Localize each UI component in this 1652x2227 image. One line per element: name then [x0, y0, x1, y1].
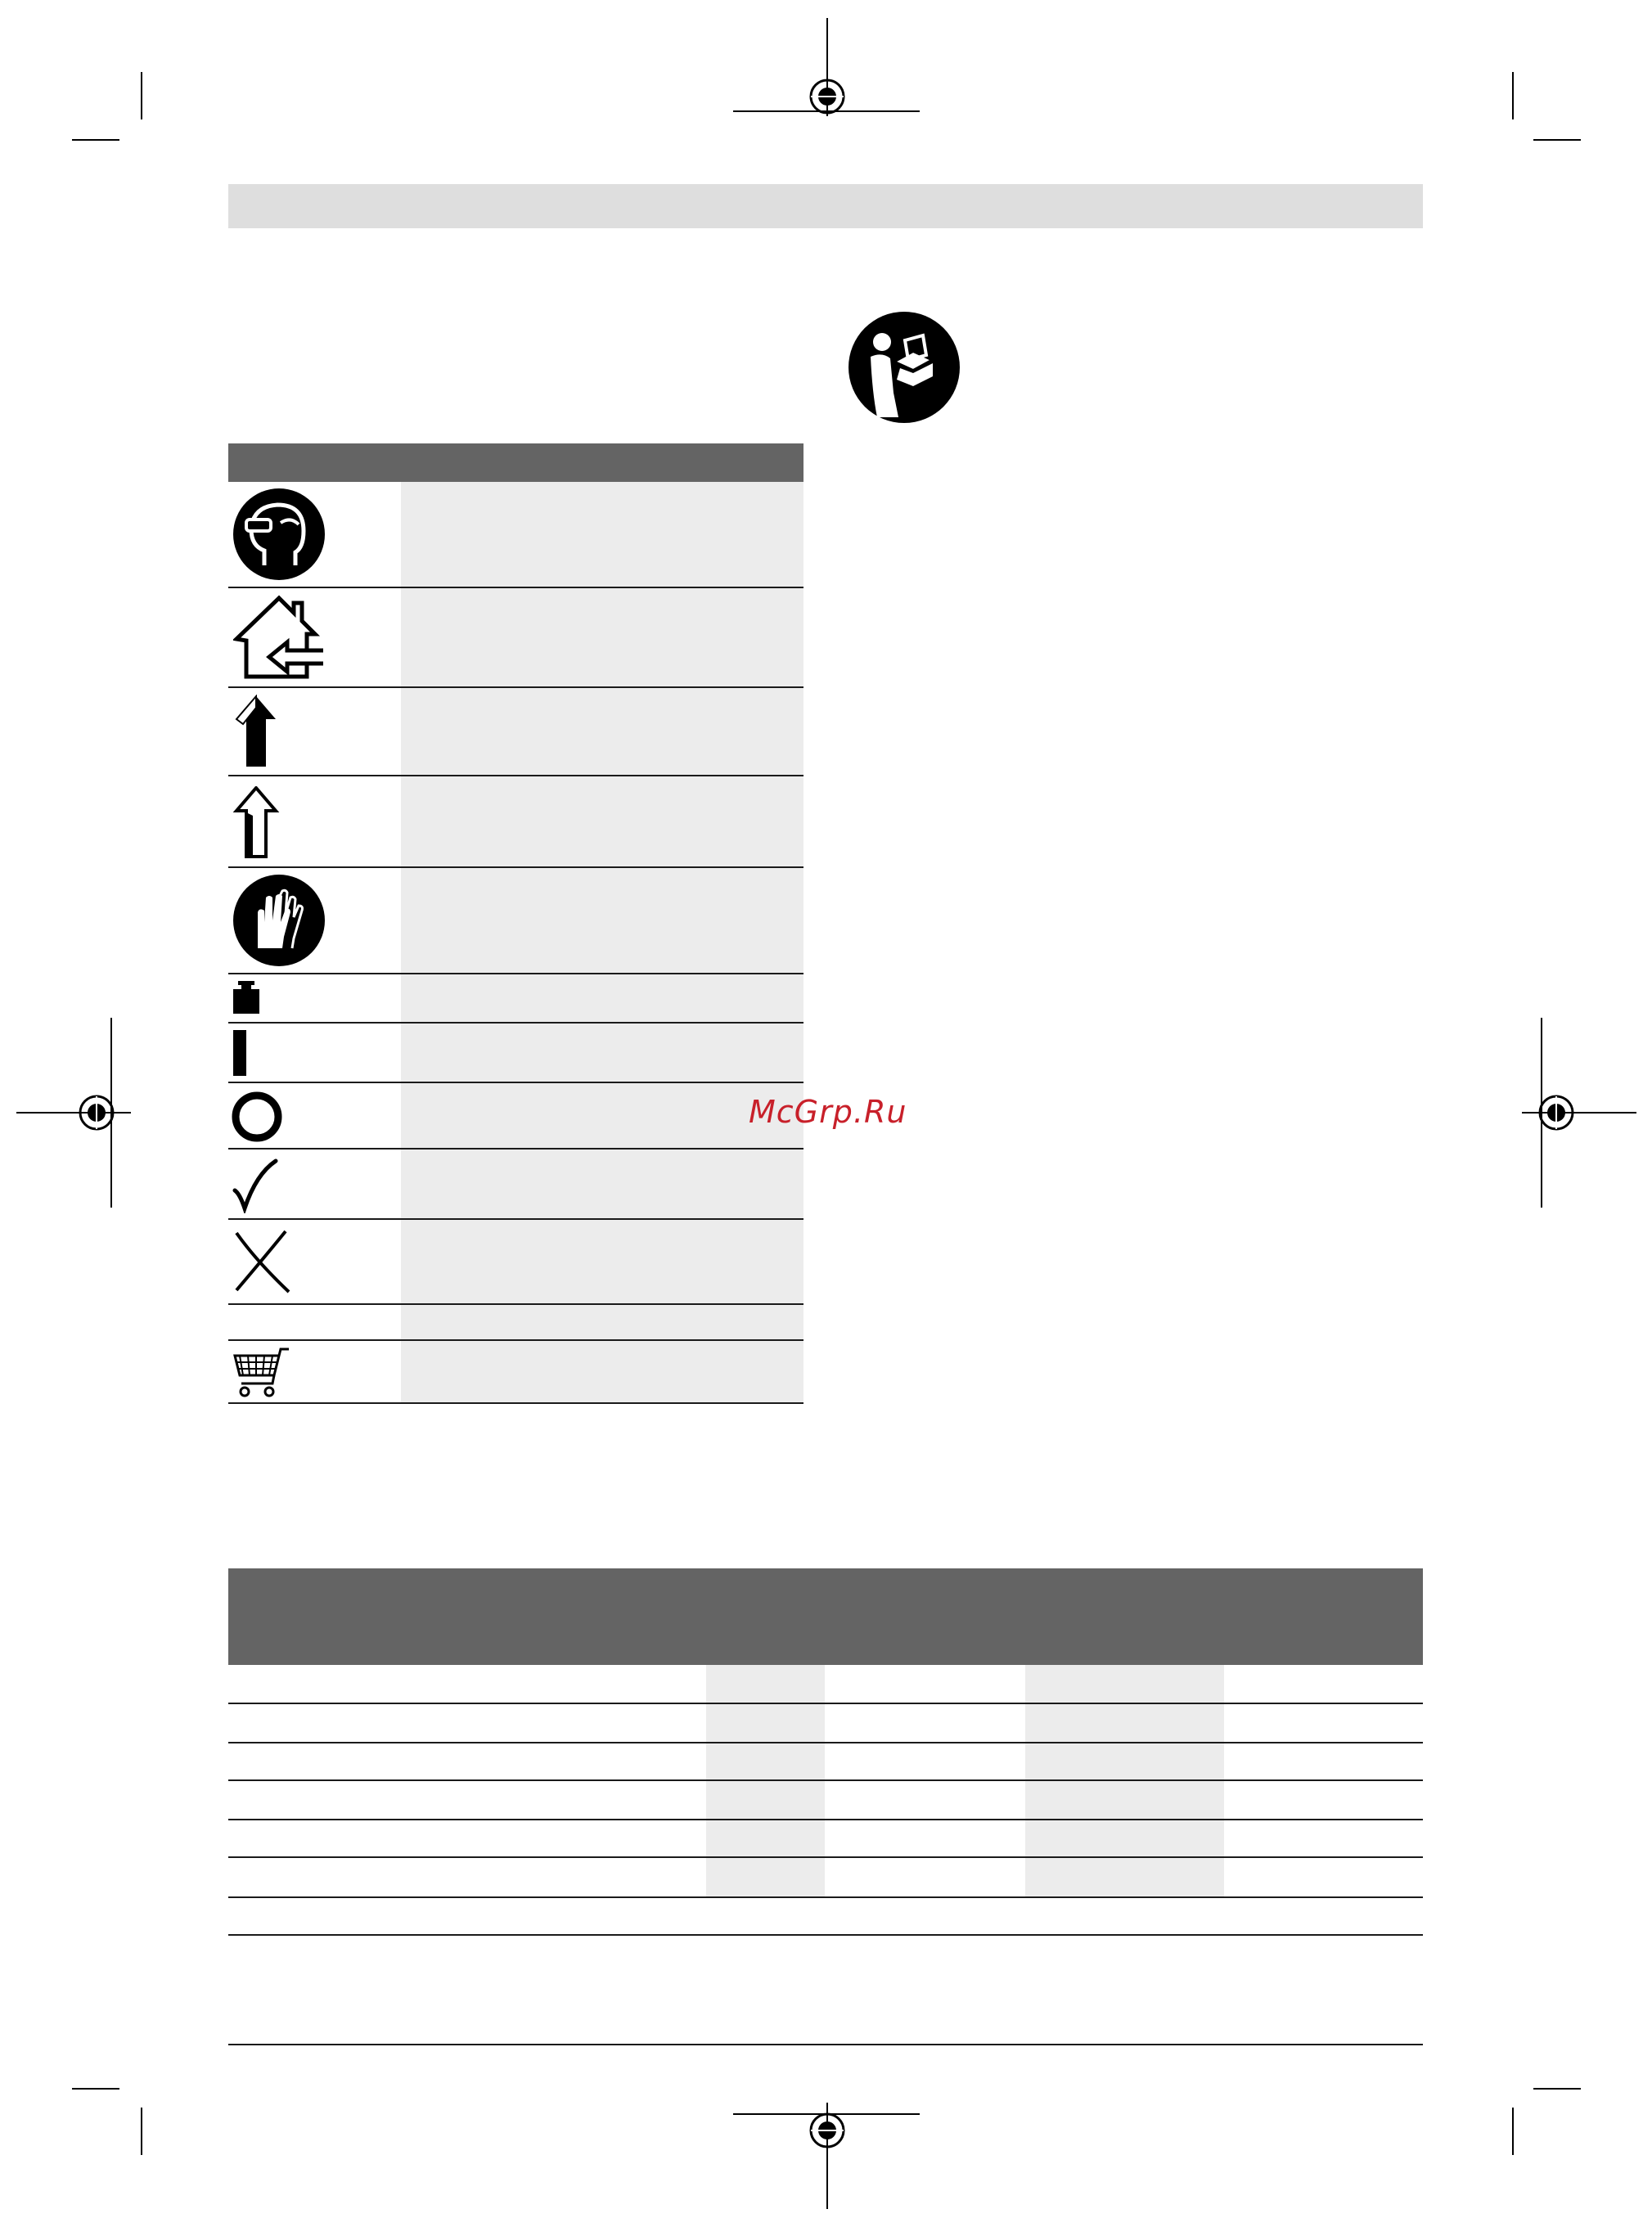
arrow-up-outline-icon: [232, 786, 281, 860]
symbol-row: [228, 1341, 803, 1404]
eye-protection-icon: [232, 487, 326, 582]
table-row: [228, 1858, 1423, 1898]
crop-mark: [1533, 2088, 1581, 2090]
symbol-row: [228, 482, 803, 588]
crop-mark: [1533, 139, 1581, 141]
arrow-up-filled-icon: [232, 695, 281, 768]
symbol-row: [228, 688, 803, 776]
checkmark-icon: [232, 1158, 281, 1213]
symbol-row: [228, 1024, 803, 1083]
watermark-text: McGrp.Ru: [749, 1094, 907, 1130]
symbol-row: [228, 1083, 803, 1149]
symbol-row: [228, 1305, 803, 1341]
crop-mark: [1512, 2108, 1514, 2155]
symbol-row: [228, 588, 803, 688]
table-row: [228, 1665, 1423, 1704]
registration-target-icon: [733, 2103, 921, 2209]
symbol-row: [228, 868, 803, 974]
crop-mark: [141, 72, 142, 119]
crop-mark: [72, 139, 119, 141]
table-row: [228, 1898, 1423, 1936]
spec-table-header: [228, 1568, 1423, 1665]
crop-mark: [141, 2108, 142, 2155]
registration-target-icon: [733, 18, 921, 124]
symbol-row: [228, 776, 803, 868]
table-row: [228, 1820, 1423, 1858]
page-header-band: [228, 184, 1423, 228]
registration-target-icon: [1522, 1018, 1636, 1214]
registration-target-icon: [16, 1018, 131, 1214]
table-row: [228, 1704, 1423, 1743]
footer-rule: [228, 2044, 1423, 2045]
gloves-icon: [232, 873, 326, 968]
crop-mark: [72, 2088, 119, 2090]
read-manual-icon: [848, 311, 961, 424]
table-row: [228, 1743, 1423, 1781]
indoor-use-icon: [233, 595, 330, 680]
table-row: [228, 1781, 1423, 1820]
ring-icon: [230, 1090, 284, 1144]
weight-icon: [232, 979, 264, 1015]
symbol-row: [228, 1149, 803, 1220]
symbol-row: [228, 974, 803, 1024]
length-icon: [232, 1028, 251, 1078]
symbol-row: [228, 1220, 803, 1305]
shopping-cart-icon: [232, 1346, 290, 1398]
symbol-table-header: [228, 443, 803, 482]
cross-icon: [232, 1228, 294, 1295]
crop-mark: [1512, 72, 1514, 119]
